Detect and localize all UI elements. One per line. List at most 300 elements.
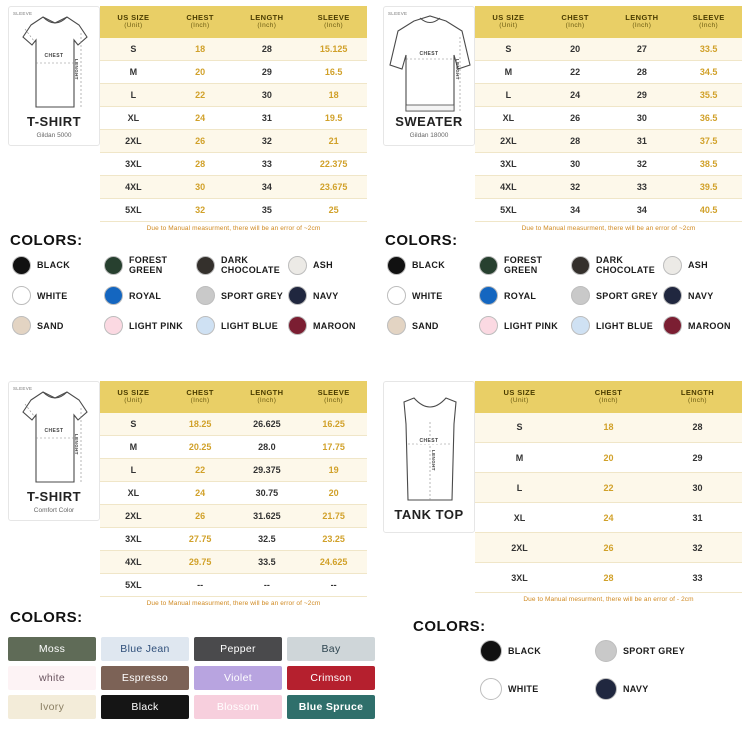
- table-row: [475, 503, 742, 533]
- swatch-label: DARK CHOCOLATE: [221, 255, 281, 275]
- swatch-white[interactable]: [12, 286, 104, 305]
- garment-model: Comfort Color: [33, 507, 75, 514]
- col-us-size: US SIZE (Unit): [475, 381, 564, 413]
- color-dot: [387, 256, 406, 275]
- cell-sleeve: 16.25: [300, 413, 367, 436]
- table-header-row: [475, 6, 742, 38]
- cell-length: 33.5: [234, 550, 301, 573]
- cell-sleeve: 35.5: [675, 83, 742, 106]
- cell-chest: 18.25: [167, 413, 234, 436]
- swatch-royal[interactable]: [479, 286, 571, 305]
- swatch-black[interactable]: [387, 255, 479, 275]
- cell-size: 3XL: [475, 152, 542, 175]
- cell-chest: 27.75: [167, 527, 234, 550]
- cell-chest: 32: [167, 198, 234, 221]
- standard-color-swatches: [387, 255, 750, 335]
- cell-chest: 20: [167, 60, 234, 83]
- cell-size: M: [100, 435, 167, 458]
- color-dot: [104, 286, 123, 305]
- panel-tank-top: [375, 375, 750, 750]
- cell-chest: 32: [542, 175, 609, 198]
- cell-sleeve: 23.675: [300, 175, 367, 198]
- garment-model: Gildan 5000: [36, 132, 72, 139]
- cell-chest: 28: [167, 152, 234, 175]
- cell-length: 32: [609, 152, 676, 175]
- color-dot: [387, 286, 406, 305]
- length-label: LENGHT: [455, 59, 460, 80]
- color-dot: [571, 286, 590, 305]
- color-dot: [104, 256, 123, 275]
- col-chest: CHEST (Inch): [167, 381, 234, 413]
- swatch-label: SPORT GREY: [221, 290, 284, 301]
- cell-length: 29: [653, 443, 742, 473]
- swatch-label: LIGHT PINK: [504, 320, 558, 331]
- cell-size: 2XL: [100, 129, 167, 152]
- swatch-white[interactable]: [387, 286, 479, 305]
- swatch-label: MAROON: [688, 320, 731, 331]
- colors-heading: COLORS:: [385, 232, 458, 249]
- chip-espresso[interactable]: [101, 666, 189, 690]
- cell-chest: 34: [542, 198, 609, 221]
- cell-size: 3XL: [100, 527, 167, 550]
- swatch-label: WHITE: [37, 290, 68, 301]
- cell-length: 33: [653, 563, 742, 593]
- panel-sweater: [375, 0, 750, 375]
- swatch-label: DARK CHOCOLATE: [596, 255, 656, 275]
- cell-chest: 18: [564, 413, 653, 443]
- cell-size: 5XL: [100, 198, 167, 221]
- table-row: [475, 129, 742, 152]
- length-label: LENGHT: [74, 59, 79, 80]
- colors-heading: COLORS:: [413, 618, 486, 635]
- cell-length: 29: [609, 83, 676, 106]
- col-length: LENGTH (Inch): [234, 381, 301, 413]
- swatch-light-blue[interactable]: [571, 316, 663, 335]
- size-table-tank-top: [475, 381, 742, 603]
- chip-violet[interactable]: [194, 666, 282, 690]
- table-header-row: [100, 6, 367, 38]
- table-row: [100, 481, 367, 504]
- color-dot: [288, 256, 307, 275]
- chip-black[interactable]: [101, 695, 189, 719]
- color-dot: [663, 286, 682, 305]
- sweater-illustration: [383, 6, 475, 146]
- color-dot: [196, 286, 215, 305]
- tshirt-illustration: [8, 6, 100, 146]
- swatch-light-blue[interactable]: [196, 316, 288, 335]
- color-dot: [595, 678, 617, 700]
- standard-color-swatches: [12, 255, 380, 335]
- tshirt-comfort-illustration: [8, 381, 100, 521]
- cell-length: 31.625: [234, 504, 301, 527]
- cell-sleeve: 22.375: [300, 152, 367, 175]
- cell-sleeve: 20: [300, 481, 367, 504]
- cell-sleeve: 40.5: [675, 198, 742, 221]
- cell-chest: 20: [564, 443, 653, 473]
- chest-label: CHEST: [419, 438, 439, 444]
- cell-sleeve: 25: [300, 198, 367, 221]
- length-label: LENGHT: [74, 434, 79, 455]
- chip-label: Blue Jean: [120, 643, 170, 655]
- color-dot: [387, 316, 406, 335]
- cell-size: S: [475, 413, 564, 443]
- swatch-ash[interactable]: [288, 255, 380, 275]
- size-table-sweater: [475, 6, 742, 232]
- cell-chest: 26: [167, 504, 234, 527]
- cell-size: XL: [100, 106, 167, 129]
- swatch-label: SPORT GREY: [623, 646, 686, 656]
- cell-size: XL: [100, 481, 167, 504]
- table-row: [475, 198, 742, 221]
- measurement-note: Due to Manual mesurment, there will be an error of - 2cm: [523, 596, 694, 603]
- cell-chest: 20.25: [167, 435, 234, 458]
- cell-sleeve: --: [300, 573, 367, 596]
- cell-length: 31: [234, 106, 301, 129]
- col-us-size: US SIZE (Unit): [475, 6, 542, 38]
- swatch-label: ASH: [688, 260, 708, 270]
- swatch-label: NAVY: [688, 290, 714, 301]
- swatch-label: BLACK: [37, 260, 70, 270]
- col-sleeve: SLEEVE (Inch): [300, 381, 367, 413]
- swatch-sport-grey[interactable]: [571, 286, 663, 305]
- swatch-forest-green[interactable]: [479, 255, 571, 275]
- table-row: [100, 527, 367, 550]
- swatch-ash[interactable]: [663, 255, 750, 275]
- cell-size: XL: [475, 503, 564, 533]
- cell-length: 33: [234, 152, 301, 175]
- swatch-royal[interactable]: [104, 286, 196, 305]
- garment-name: SWEATER: [395, 114, 463, 129]
- cell-size: 4XL: [100, 550, 167, 573]
- table-row: [475, 60, 742, 83]
- cell-chest: 22: [167, 83, 234, 106]
- cell-size: L: [475, 83, 542, 106]
- cell-chest: 24: [167, 481, 234, 504]
- chest-label: CHEST: [44, 53, 64, 59]
- cell-sleeve: 15.125: [300, 38, 367, 61]
- swatch-black[interactable]: [480, 640, 595, 662]
- color-dot: [196, 256, 215, 275]
- cell-size: 4XL: [475, 175, 542, 198]
- cell-length: 28.0: [234, 435, 301, 458]
- cell-sleeve: 18: [300, 83, 367, 106]
- color-dot: [288, 316, 307, 335]
- cell-size: M: [475, 60, 542, 83]
- swatch-label: WHITE: [508, 684, 539, 694]
- swatch-sand[interactable]: [387, 316, 479, 335]
- measurement-note: Due to Manual measurment, there will be an error of ~2cm: [521, 224, 696, 232]
- cell-length: 32.5: [234, 527, 301, 550]
- cell-size: L: [100, 458, 167, 481]
- cell-sleeve: 38.5: [675, 152, 742, 175]
- cell-length: 31: [653, 503, 742, 533]
- cell-chest: 24: [564, 503, 653, 533]
- swatch-navy[interactable]: [595, 678, 710, 700]
- cell-size: XL: [475, 106, 542, 129]
- cell-length: 26.625: [234, 413, 301, 436]
- cell-sleeve: 21: [300, 129, 367, 152]
- chip-white[interactable]: [8, 666, 96, 690]
- comfort-color-chips: [8, 637, 375, 719]
- col-chest: CHEST (Inch): [564, 381, 653, 413]
- swatch-label: SAND: [412, 320, 439, 331]
- swatch-dark-chocolate[interactable]: [196, 255, 288, 275]
- chip-label: Pepper: [220, 643, 256, 655]
- cell-chest: 26: [564, 533, 653, 563]
- swatch-label: NAVY: [313, 290, 339, 301]
- chip-label: Crimson: [310, 672, 352, 684]
- sleeve-label: SLEEVE: [388, 11, 408, 16]
- swatch-label: MAROON: [313, 320, 356, 331]
- colors-heading: COLORS:: [10, 609, 83, 626]
- chest-label: CHEST: [419, 51, 439, 57]
- swatch-navy[interactable]: [663, 286, 750, 305]
- swatch-label: ROYAL: [129, 290, 162, 301]
- table-row: [100, 60, 367, 83]
- cell-size: S: [100, 38, 167, 61]
- cell-length: 34: [234, 175, 301, 198]
- table-row: [100, 152, 367, 175]
- chip-label: Black: [131, 701, 159, 713]
- col-sleeve: SLEEVE (Inch): [675, 6, 742, 38]
- cell-size: 2XL: [475, 533, 564, 563]
- cell-size: L: [475, 473, 564, 503]
- chip-crimson[interactable]: [287, 666, 375, 690]
- cell-size: 3XL: [475, 563, 564, 593]
- cell-sleeve: 33.5: [675, 38, 742, 61]
- swatch-label: NAVY: [623, 684, 649, 694]
- color-dot: [104, 316, 123, 335]
- color-dot: [196, 316, 215, 335]
- garment-name: T-SHIRT: [26, 489, 82, 504]
- table-row: [100, 435, 367, 458]
- swatch-dark-chocolate[interactable]: [571, 255, 663, 275]
- cell-chest: 26: [167, 129, 234, 152]
- chip-label: Blue Spruce: [298, 701, 364, 713]
- color-dot: [480, 678, 502, 700]
- cell-length: 35: [234, 198, 301, 221]
- cell-length: 29.375: [234, 458, 301, 481]
- table-row: [475, 443, 742, 473]
- table-row: [475, 413, 742, 443]
- cell-size: S: [100, 413, 167, 436]
- table-row: [475, 106, 742, 129]
- col-sleeve: SLEEVE (Inch): [300, 6, 367, 38]
- cell-chest: 30: [167, 175, 234, 198]
- sleeve-label: SLEEVE: [13, 11, 33, 16]
- cell-length: 31: [609, 129, 676, 152]
- table-row: [100, 38, 367, 61]
- cell-chest: 29.75: [167, 550, 234, 573]
- col-length: LENGTH (Inch): [609, 6, 676, 38]
- swatch-label: FOREST GREEN: [129, 255, 168, 275]
- swatch-maroon[interactable]: [663, 316, 750, 335]
- cell-sleeve: 19.5: [300, 106, 367, 129]
- swatch-white[interactable]: [480, 678, 595, 700]
- size-table-tshirt-gildan: [100, 6, 367, 232]
- cell-sleeve: 17.75: [300, 435, 367, 458]
- chip-label: white: [38, 672, 65, 684]
- swatch-label: LIGHT PINK: [129, 320, 183, 331]
- swatch-label: BLACK: [412, 260, 445, 270]
- color-dot: [12, 316, 31, 335]
- swatch-label: WHITE: [412, 290, 443, 301]
- table-row: [100, 504, 367, 527]
- chip-blue-spruce[interactable]: [287, 695, 375, 719]
- table-row: [100, 458, 367, 481]
- col-us-size: US SIZE (Unit): [100, 381, 167, 413]
- swatch-navy[interactable]: [288, 286, 380, 305]
- color-dot: [12, 256, 31, 275]
- table-row: [100, 413, 367, 436]
- swatch-maroon[interactable]: [288, 316, 380, 335]
- cell-size: L: [100, 83, 167, 106]
- chip-label: Violet: [224, 672, 252, 684]
- cell-length: 30.75: [234, 481, 301, 504]
- cell-chest: 22: [167, 458, 234, 481]
- cell-length: 33: [609, 175, 676, 198]
- chip-moss[interactable]: [8, 637, 96, 661]
- table-row: [475, 38, 742, 61]
- tanktop-illustration: [383, 381, 475, 533]
- swatch-sport-grey[interactable]: [595, 640, 710, 662]
- swatch-forest-green[interactable]: [104, 255, 196, 275]
- cell-size: 4XL: [100, 175, 167, 198]
- table-row: [475, 563, 742, 593]
- garment-name: T-SHIRT: [26, 114, 82, 129]
- table-row: [100, 573, 367, 596]
- cell-size: M: [475, 443, 564, 473]
- swatch-label: BLACK: [508, 646, 541, 656]
- color-dot: [479, 316, 498, 335]
- chip-blue-jean[interactable]: [101, 637, 189, 661]
- col-us-size: US SIZE (Unit): [100, 6, 167, 38]
- table-row: [475, 473, 742, 503]
- cell-chest: 26: [542, 106, 609, 129]
- table-row: [100, 175, 367, 198]
- color-dot: [663, 256, 682, 275]
- swatch-label: SAND: [37, 320, 64, 331]
- chip-bay[interactable]: [287, 637, 375, 661]
- cell-size: 5XL: [100, 573, 167, 596]
- cell-size: 3XL: [100, 152, 167, 175]
- color-dot: [479, 286, 498, 305]
- chip-ivory[interactable]: [8, 695, 96, 719]
- col-length: LENGTH (Inch): [653, 381, 742, 413]
- cell-size: 5XL: [475, 198, 542, 221]
- garment-name: TANK TOP: [394, 507, 464, 522]
- table-row: [100, 129, 367, 152]
- cell-length: 28: [609, 60, 676, 83]
- cell-length: 28: [234, 38, 301, 61]
- col-chest: CHEST (Inch): [167, 6, 234, 38]
- color-dot: [480, 640, 502, 662]
- length-label: LENGHT: [431, 450, 436, 471]
- garment-model: Gildan 18000: [409, 132, 449, 139]
- chip-label: Ivory: [39, 701, 65, 713]
- table-row: [475, 152, 742, 175]
- swatch-light-pink[interactable]: [479, 316, 571, 335]
- chip-label: Espresso: [121, 672, 169, 684]
- cell-length: 32: [234, 129, 301, 152]
- swatch-label: LIGHT BLUE: [596, 320, 653, 331]
- cell-length: --: [234, 573, 301, 596]
- cell-size: 2XL: [100, 504, 167, 527]
- col-length: LENGTH (Inch): [234, 6, 301, 38]
- swatch-sport-grey[interactable]: [196, 286, 288, 305]
- cell-length: 30: [609, 106, 676, 129]
- tank-color-swatches: [480, 640, 710, 700]
- chip-pepper[interactable]: [194, 637, 282, 661]
- cell-length: 29: [234, 60, 301, 83]
- chip-label: Bay: [321, 643, 341, 655]
- cell-sleeve: 23.25: [300, 527, 367, 550]
- cell-chest: 30: [542, 152, 609, 175]
- color-dot: [12, 286, 31, 305]
- cell-chest: 18: [167, 38, 234, 61]
- swatch-black[interactable]: [12, 255, 104, 275]
- color-dot: [479, 256, 498, 275]
- measurement-note: Due to Manual measurment, there will be an error of ~2cm: [146, 224, 321, 232]
- cell-chest: 22: [542, 60, 609, 83]
- cell-chest: 28: [564, 563, 653, 593]
- cell-sleeve: 37.5: [675, 129, 742, 152]
- cell-sleeve: 36.5: [675, 106, 742, 129]
- color-dot: [663, 316, 682, 335]
- cell-sleeve: 16.5: [300, 60, 367, 83]
- panel-tshirt-comfort: [0, 375, 375, 750]
- chip-label: Moss: [38, 643, 66, 655]
- colors-heading: COLORS:: [10, 232, 83, 249]
- cell-chest: 22: [564, 473, 653, 503]
- table-row: [475, 533, 742, 563]
- cell-chest: --: [167, 573, 234, 596]
- swatch-label: SPORT GREY: [596, 290, 659, 301]
- swatch-label: ASH: [313, 260, 333, 270]
- table-header-row: [475, 381, 742, 413]
- cell-size: M: [100, 60, 167, 83]
- swatch-label: FOREST GREEN: [504, 255, 543, 275]
- swatch-label: LIGHT BLUE: [221, 320, 278, 331]
- color-dot: [571, 316, 590, 335]
- cell-length: 28: [653, 413, 742, 443]
- sleeve-label: SLEEVE: [13, 386, 33, 391]
- cell-sleeve: 39.5: [675, 175, 742, 198]
- col-chest: CHEST (Inch): [542, 6, 609, 38]
- cell-sleeve: 21.75: [300, 504, 367, 527]
- cell-size: S: [475, 38, 542, 61]
- chip-blossom[interactable]: [194, 695, 282, 719]
- cell-sleeve: 19: [300, 458, 367, 481]
- cell-length: 27: [609, 38, 676, 61]
- chest-label: CHEST: [44, 428, 64, 434]
- cell-length: 30: [653, 473, 742, 503]
- chip-label: Blossom: [216, 701, 260, 713]
- cell-length: 32: [653, 533, 742, 563]
- cell-sleeve: 34.5: [675, 60, 742, 83]
- cell-chest: 24: [167, 106, 234, 129]
- cell-size: 2XL: [475, 129, 542, 152]
- table-row: [100, 550, 367, 573]
- swatch-sand[interactable]: [12, 316, 104, 335]
- table-row: [100, 198, 367, 221]
- table-row: [475, 175, 742, 198]
- swatch-light-pink[interactable]: [104, 316, 196, 335]
- table-row: [100, 106, 367, 129]
- cell-chest: 20: [542, 38, 609, 61]
- measurement-note: Due to Manual measurment, there will be an error of ~2cm: [146, 599, 321, 607]
- color-dot: [288, 286, 307, 305]
